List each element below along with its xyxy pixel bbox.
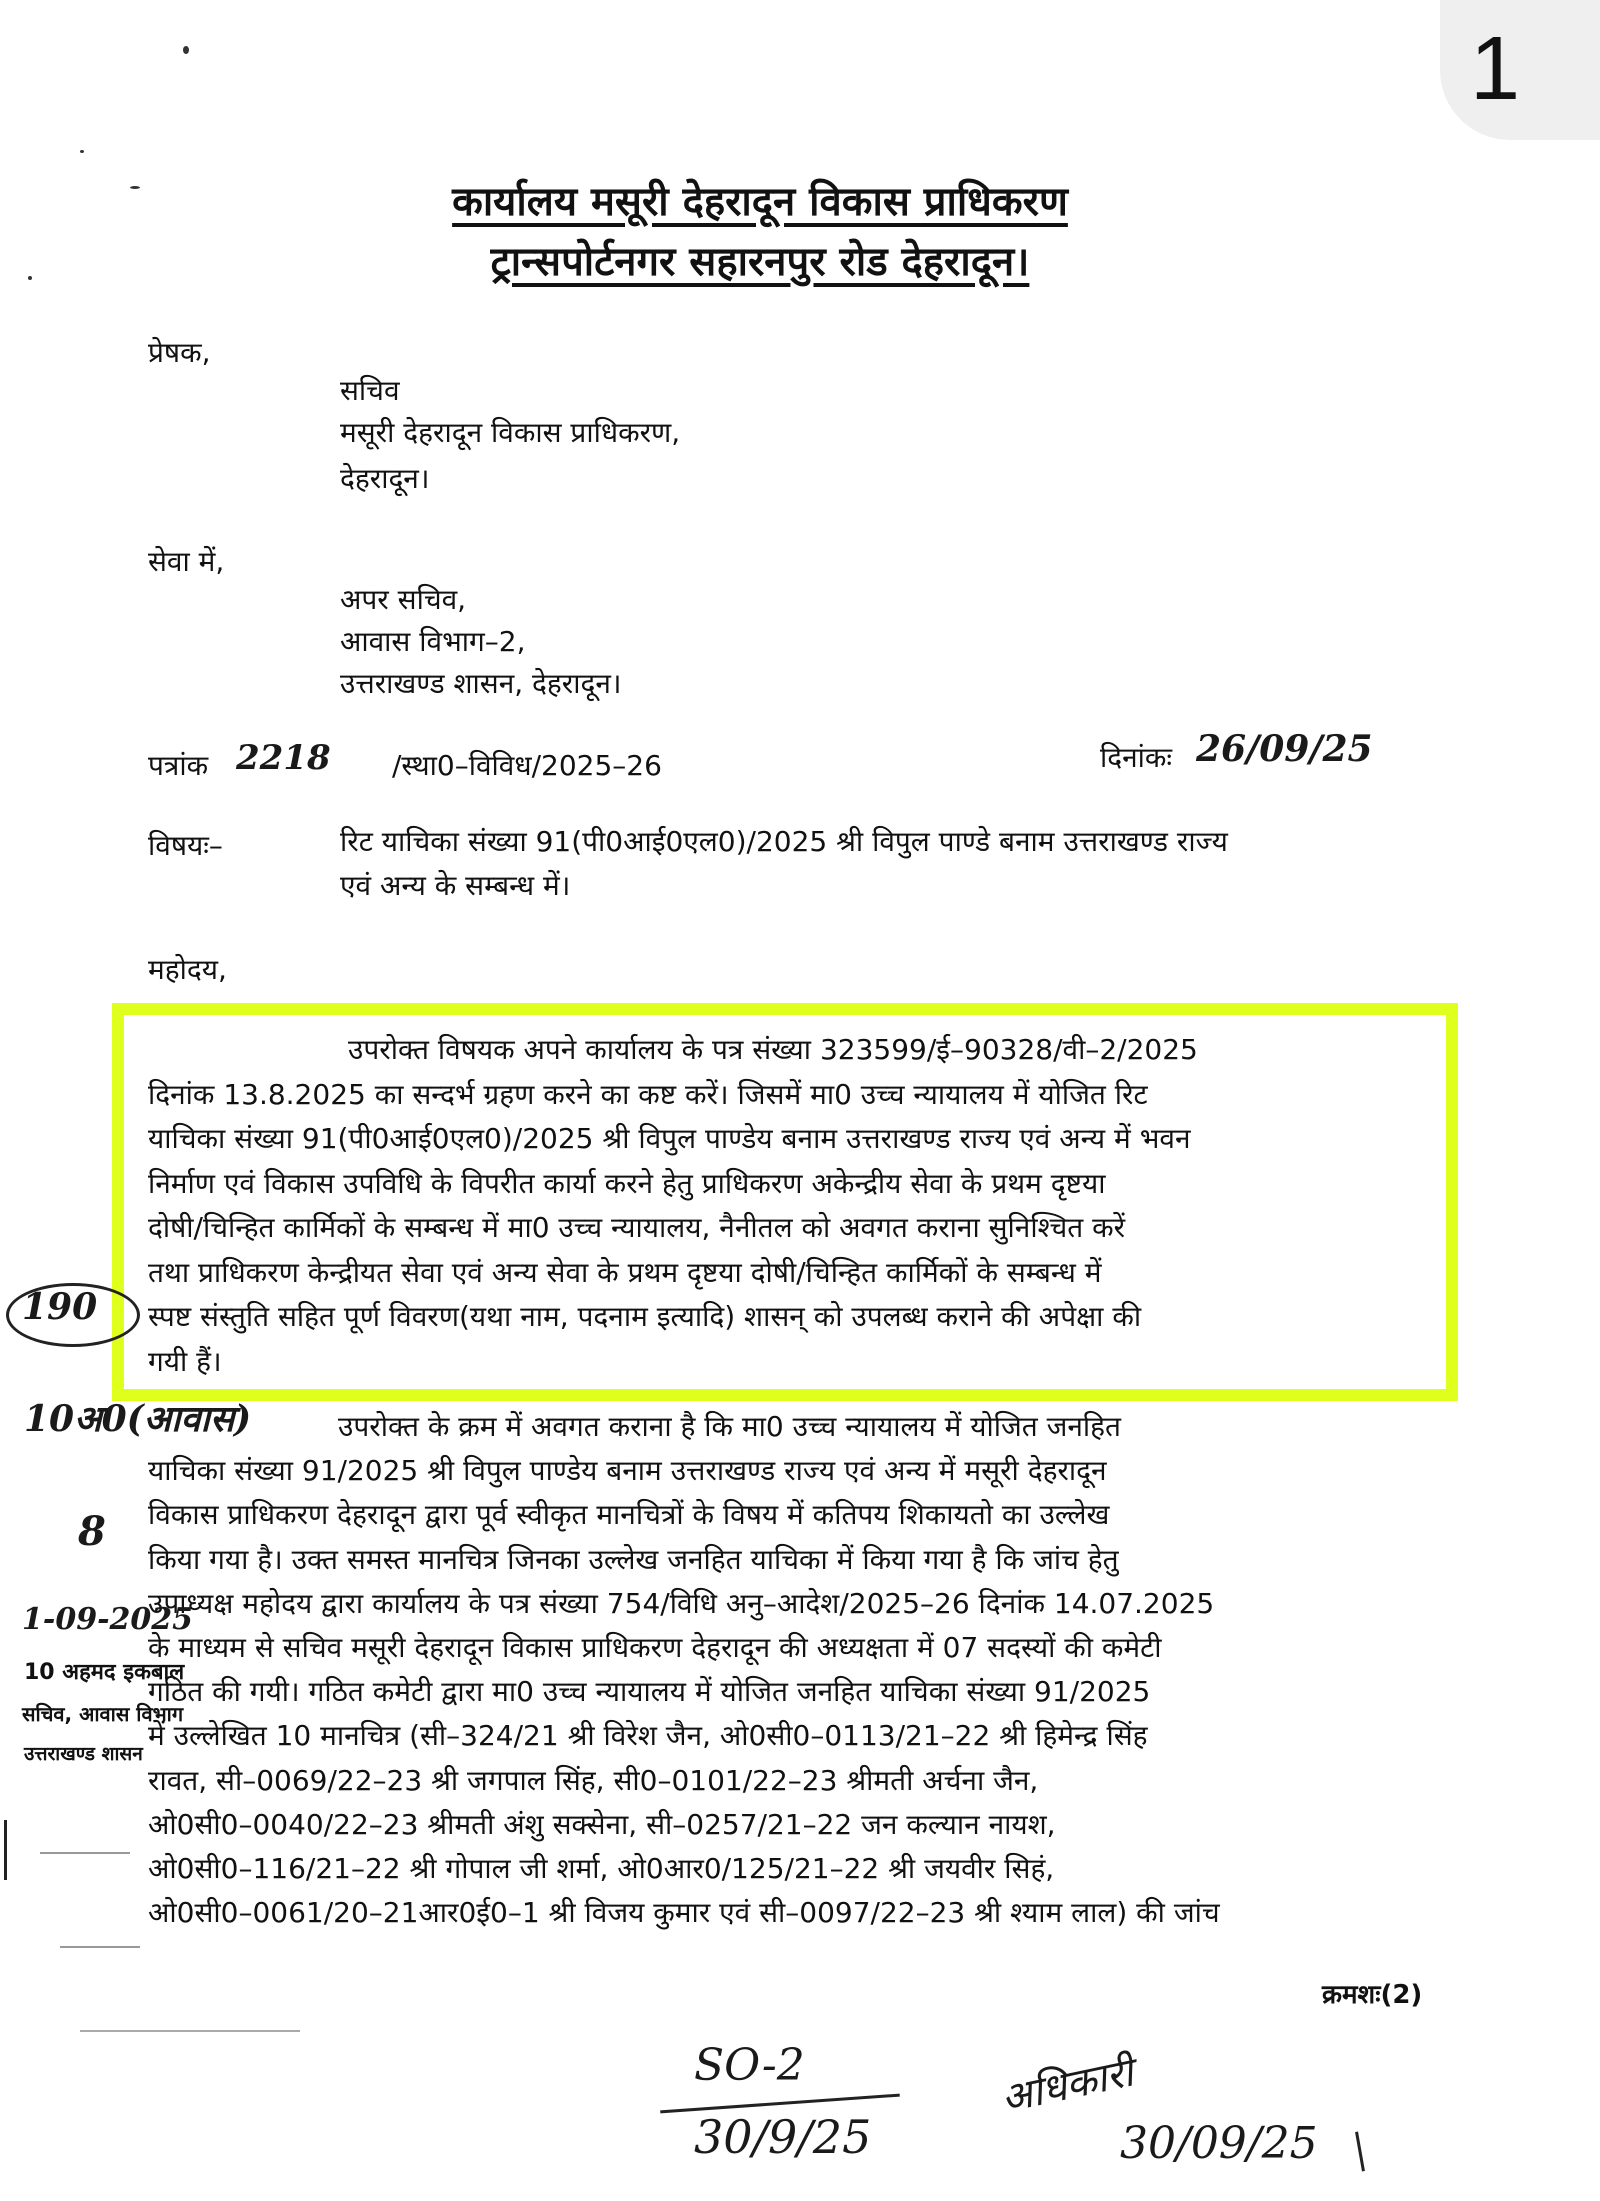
subject-line-1: रिट याचिका संख्या 91(पी0आई0एल0)/2025 श्री विपुल पाण्डे बनाम उत्तराखण्ड राज्य [340, 825, 1228, 858]
sender-line-3: देहरादून। [340, 462, 430, 495]
reference-label: पत्रांक [148, 749, 209, 782]
signature-1: SO-2 [694, 2040, 805, 2091]
scan-speck [80, 150, 84, 153]
signature-2-stroke [1355, 2132, 1365, 2172]
paragraph-1-line: स्पष्ट संस्तुति सहित पूर्ण विवरण(यथा नाम, पदनाम इत्यादि) शासन् को उपलब्ध कराने की अपेक्षा की [148, 1300, 1142, 1333]
paragraph-2-line: याचिका संख्या 91/2025 श्री विपुल पाण्डेय बनाम उत्तराखण्ड राज्य एवं अन्य में मसूरी देहरादून [148, 1454, 1107, 1488]
paragraph-1-line: उपरोक्त विषयक अपने कार्यालय के पत्र संख्या 323599/ई–90328/वी–2/2025 [348, 1033, 1198, 1066]
sender-line-2: मसूरी देहरादून विकास प्राधिकरण, [340, 416, 681, 449]
page-number: 1 [1470, 19, 1521, 119]
paragraph-1-line: गयी हैं। [148, 1344, 222, 1378]
recipient-line-1: अपर सचिव, [340, 583, 467, 616]
paragraph-1 [148, 1028, 1403, 1384]
circled-number: 190 [22, 1286, 98, 1328]
stamp-name: 10 अहमद इकबाल [24, 1660, 185, 1685]
sender-line-1: सचिव [340, 374, 400, 407]
faint-margin-mark [80, 2030, 300, 2032]
paragraph-2-line: गठित की गयी। गठित कमेटी द्वारा मा0 उच्च न्यायालय में योजित जनहित याचिका संख्या 91/2025 [148, 1675, 1151, 1709]
scan-speck [4, 1820, 7, 1880]
stamp-designation: सचिव, आवास विभाग [22, 1702, 184, 1726]
office-title: कार्यालय मसूरी देहरादून विकास प्राधिकरण [452, 179, 1068, 225]
scan-speck [183, 46, 189, 54]
paragraph-1-line: दोषी/चिन्हित कार्मिकों के सम्बन्ध में मा0 उच्च न्यायालय, नैनीतल को अवगत कराना सुनिश्चित करें [148, 1211, 1126, 1244]
paragraph-1-line: याचिका संख्या 91(पी0आई0एल0)/2025 श्री विपुल पाण्डेय बनाम उत्तराखण्ड राज्य एवं अन्य में भवन [148, 1122, 1191, 1155]
paragraph-2-line: विकास प्राधिकरण देहरादून द्वारा पूर्व स्वीकृत मानचित्रों के विषय में कतिपय शिकायतो का उल्लेख [148, 1498, 1110, 1532]
signature-1-date: 30/9/25 [694, 2110, 872, 2164]
paragraph-2-line: में उल्लेखित 10 मानचित्र (सी–324/21 श्री विरेश जैन, ओ0सी0–0113/21–22 श्री हिमेन्द्र सिंह [148, 1719, 1148, 1753]
date-value: 26/09/25 [1196, 728, 1373, 770]
recipient-label: सेवा में, [148, 545, 225, 578]
paragraph-2-line: ओ0सी0–0061/20–21आर0ई0–1 श्री विजय कुमार एवं सी–0097/22–23 श्री श्याम लाल) की जांच [148, 1896, 1220, 1930]
reference-number: 2218 [236, 738, 331, 778]
paragraph-2-line: रावत, सी–0069/22–23 श्री जगपाल सिंह, सी0–0101/22–23 श्रीमती अर्चना जैन, [148, 1763, 1039, 1797]
paragraph-2-line: के माध्यम से सचिव मसूरी देहरादून विकास प्राधिकरण देहरादून की अध्यक्षता में 07 सदस्यों की कमेटी [148, 1631, 1162, 1665]
signature-2-date: 30/09/25 [1120, 2118, 1318, 2169]
paragraph-1-line: निर्माण एवं विकास उपविधि के विपरीत कार्या करने हेतु प्राधिकरण अकेन्द्रीय सेवा के प्रथम दृष्टया [148, 1166, 1106, 1200]
subject-line-2: एवं अन्य के सम्बन्ध में। [340, 869, 571, 902]
paragraph-2-line: उपाध्यक्ष महोदय द्वारा कार्यालय के पत्र संख्या 754/विधि अनु–आदेश/2025–26 दिनांक 14.07.2025 [148, 1586, 1215, 1620]
paragraph-2-line: ओ0सी0–0040/22–23 श्रीमती अंशु सक्सेना, सी–0257/21–22 जन कल्यान नायश, [148, 1807, 1056, 1841]
initial-mark: 8 [78, 1508, 106, 1555]
date-label: दिनांकः [1100, 741, 1173, 774]
paragraph-1-line: दिनांक 13.8.2025 का सन्दर्भ ग्रहण करने का कष्ट करें। जिसमें मा0 उच्च न्यायालय में योजित रिट [148, 1077, 1148, 1111]
subject-label: विषयः– [148, 829, 223, 862]
recipient-line-3: उत्तराखण्ड शासन, देहरादून। [340, 667, 622, 700]
office-address: ट्रान्सपोर्टनगर सहारनपुर रोड देहरादून। [490, 239, 1030, 285]
paragraph-2-line: उपरोक्त के क्रम में अवगत कराना है कि मा0 उच्च न्यायालय में योजित जनहित [338, 1410, 1122, 1443]
salutation: महोदय, [148, 953, 227, 986]
faint-margin-mark [40, 1852, 130, 1854]
continuation-mark: क्रमशः(2) [1322, 1980, 1423, 2010]
signature-2: अधिकारी [997, 2049, 1138, 2123]
recipient-line-2: आवास विभाग–2, [340, 625, 526, 658]
paragraph-2-line: किया गया है। उक्त समस्त मानचित्र जिनका उल्लेख जनहित याचिका में किया गया है कि जांच हेतु [148, 1542, 1119, 1576]
dept-note: 10अ0(आवास) [24, 1398, 252, 1440]
faint-margin-mark [60, 1946, 140, 1948]
paragraph-2 [148, 1405, 1430, 1935]
margin-date-note: 1-09-2025 [22, 1602, 194, 1637]
stamp-department: उत्तराखण्ड शासन [24, 1743, 143, 1765]
paragraph-1-line: तथा प्राधिकरण केन्द्रीयत सेवा एवं अन्य सेवा के प्रथम दृष्टया दोषी/चिन्हित कार्मिकों के सम्बन्ध में [148, 1255, 1102, 1289]
paragraph-2-line: ओ0सी0–116/21–22 श्री गोपाल जी शर्मा, ओ0आर0/125/21–22 श्री जयवीर सिहं, [148, 1852, 1055, 1886]
reference-suffix: /स्था0–विविध/2025–26 [392, 749, 662, 782]
sender-label: प्रेषक, [148, 336, 211, 369]
